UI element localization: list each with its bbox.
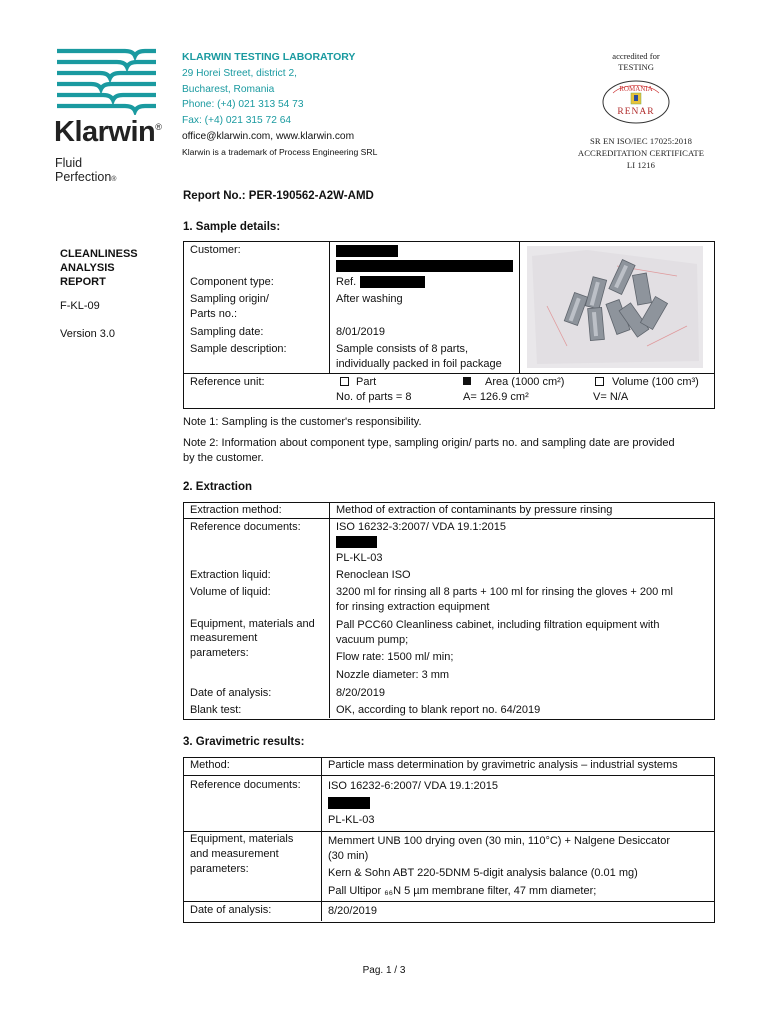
accredited-testing: TESTING <box>618 61 654 72</box>
option-part: Part <box>356 376 377 388</box>
s2-date-label: Date of analysis: <box>190 687 272 699</box>
customer-redaction-1 <box>336 245 398 257</box>
s2-refdoc-value: ISO 16232-3:2007/ VDA 19.1:2015 <box>336 521 507 533</box>
s3-equip-label-2: and measurement <box>190 848 279 860</box>
extraction-method-value: Method of extraction of contaminants by pressure rinsing <box>336 504 613 516</box>
area-checkbox[interactable] <box>463 377 471 385</box>
klarwin-logo-wordmark <box>54 116 161 149</box>
s2-equip-value-1: Pall PCC60 Cleanliness cabinet, including filtration equipment with <box>336 619 660 631</box>
reference-unit-label: Reference unit: <box>190 376 265 388</box>
s2-equip-label-3: parameters: <box>190 647 249 659</box>
s2-date-value: 8/20/2019 <box>336 687 385 699</box>
s1-divider-h <box>183 373 714 374</box>
side-title-3: REPORT <box>60 276 106 288</box>
lab-fax: Fax: (+4) 021 315 72 64 <box>182 115 292 127</box>
s3-date-value: 8/20/2019 <box>328 905 377 917</box>
logo-reg-mark: ® <box>155 122 162 132</box>
form-code: F-KL-09 <box>60 300 100 312</box>
s2-refdoc-redaction <box>336 536 377 548</box>
origin-label-2: Parts no.: <box>190 308 238 320</box>
customer-redaction-2 <box>336 260 513 272</box>
component-label: Component type: <box>190 276 274 288</box>
s1-divider-v2 <box>519 241 520 373</box>
s2-equip-label-2: measurement <box>190 632 258 644</box>
note-1: Note 1: Sampling is the customer's responsibility. <box>183 416 422 428</box>
flow-rate: Flow rate: 1500 ml/ min; <box>336 651 454 663</box>
description-value-1: Sample consists of 8 parts, <box>336 343 469 355</box>
option-area: Area (1000 cm²) <box>485 376 565 388</box>
logo-tagline-2: Perfection <box>55 170 112 184</box>
s3-refdoc-value-2: PL-KL-03 <box>328 814 375 826</box>
lab-contact-block <box>182 50 377 161</box>
logo-tagline-reg: ® <box>111 176 117 183</box>
description-label: Sample description: <box>190 343 287 355</box>
klarwin-logo-waves <box>55 47 158 115</box>
s3-divider-v <box>321 757 322 921</box>
s3-equip-label-1: Equipment, materials <box>190 833 294 845</box>
lab-address-2: Bucharest, Romania <box>182 83 275 95</box>
s3-refdoc-label: Reference documents: <box>190 779 301 791</box>
origin-value: After washing <box>336 293 403 305</box>
volume-liquid-label: Volume of liquid: <box>190 586 271 598</box>
accr-number: LI 1216 <box>626 160 656 171</box>
section3-heading: 3. Gravimetric results: <box>183 736 305 748</box>
lab-address-1: 29 Horei Street, district 2, <box>182 67 297 79</box>
s3-equip-value-2: (30 min) <box>328 850 369 862</box>
renar-top-text: ROMANIA <box>619 85 653 93</box>
logo-word: Klarwin <box>54 116 156 148</box>
s2-refdoc-label: Reference documents: <box>190 521 301 533</box>
accr-standard: SR EN ISO/IEC 17025:2018 <box>590 136 692 146</box>
area-value: A= 126.9 cm² <box>463 391 529 403</box>
parts-count: No. of parts = 8 <box>336 391 412 403</box>
lab-trademark: Klarwin is a trademark of Process Engineering SRL <box>182 146 378 157</box>
blank-test-value: OK, according to blank report no. 64/2019 <box>336 704 541 716</box>
description-value-2: individually packed in foil package <box>336 358 502 370</box>
section2-heading: 2. Extraction <box>183 481 253 493</box>
s2-divider-v <box>329 502 330 718</box>
accreditation-bottom <box>566 135 716 172</box>
lab-phone: Phone: (+4) 021 313 54 73 <box>182 99 304 111</box>
blank-test-label: Blank test: <box>190 704 242 716</box>
s3-refdoc-value: ISO 16232-6:2007/ VDA 19.1:2015 <box>328 780 499 792</box>
extraction-liquid-label: Extraction liquid: <box>190 569 271 581</box>
s1-divider-v1 <box>329 241 330 373</box>
logo-tagline-1: Fluid <box>55 156 83 170</box>
sampling-date-value: 8/01/2019 <box>336 326 385 338</box>
volume-liquid-value-1: 3200 ml for rinsing all 8 parts + 100 ml for rinsing the gloves + 200 ml <box>336 586 673 598</box>
customer-label: Customer: <box>190 244 241 256</box>
volume-checkbox[interactable] <box>595 377 604 386</box>
report-number: Report No.: PER-190562-A2W-AMD <box>183 190 374 202</box>
logo-tagline-2-wrap <box>55 170 116 187</box>
lab-name: KLARWIN TESTING LABORATORY <box>182 51 356 63</box>
section1-heading: 1. Sample details: <box>183 221 281 233</box>
s3-row-sep-1 <box>183 775 714 776</box>
option-volume: Volume (100 cm³) <box>612 376 699 388</box>
s3-refdoc-redaction <box>328 797 370 809</box>
s2-row-sep-1 <box>183 518 714 519</box>
s3-method-value: Particle mass determination by gravimetric analysis – industrial systems <box>328 759 678 771</box>
s3-method-label: Method: <box>190 759 230 771</box>
volume-liquid-value-2: for rinsing extraction equipment <box>336 601 490 613</box>
accr-cert: ACCREDITATION CERTIFICATE <box>577 148 705 159</box>
page-number: Pag. 1 / 3 <box>362 965 406 976</box>
origin-label-1: Sampling origin/ <box>190 293 269 305</box>
side-title-1: CLEANLINESS <box>60 248 138 260</box>
logo-tagline <box>55 156 116 187</box>
s2-equip-value-2: vacuum pump; <box>336 634 409 646</box>
renar-seal-icon <box>601 79 671 125</box>
lab-email[interactable]: office@klarwin.com, www.klarwin.com <box>182 130 355 142</box>
s2-refdoc-value-2: PL-KL-03 <box>336 552 383 564</box>
renar-word: RENAR <box>617 107 655 117</box>
s2-equip-label-1: Equipment, materials and <box>190 618 315 630</box>
report-side-info <box>60 247 138 341</box>
accreditation-top <box>566 51 706 72</box>
part-checkbox[interactable] <box>340 377 349 386</box>
component-value: Ref. <box>336 276 357 288</box>
s3-equip-value-3: Kern & Sohn ABT 220-5DNM 5-digit analysis balance (0.01 mg) <box>328 867 638 879</box>
s3-row-sep-3 <box>183 901 714 902</box>
accredited-for: accredited for <box>612 51 660 61</box>
s3-date-label: Date of analysis: <box>190 904 272 916</box>
side-title-2: ANALYSIS <box>60 262 115 274</box>
s3-equip-value-4: Pall Ultipor ₆₆N 5 µm membrane filter, 47 mm diameter; <box>328 885 597 897</box>
component-redaction <box>360 276 425 288</box>
extraction-liquid-value: Renoclean ISO <box>336 569 411 581</box>
s3-equip-label-3: parameters: <box>190 863 249 875</box>
nozzle-diameter: Nozzle diameter: 3 mm <box>336 669 450 681</box>
note-2-line-1: Note 2: Information about component type, sampling origin/ parts no. and sampling date are provided <box>183 437 675 449</box>
version: Version 3.0 <box>60 328 116 340</box>
s3-equip-value-1: Memmert UNB 100 drying oven (30 min, 110°C) + Nalgene Desiccator <box>328 835 670 847</box>
note-2-line-2: by the customer. <box>183 452 264 464</box>
volume-value: V= N/A <box>593 391 629 403</box>
extraction-method-label: Extraction method: <box>190 504 282 516</box>
sample-photo <box>527 246 703 368</box>
sampling-date-label: Sampling date: <box>190 326 264 338</box>
